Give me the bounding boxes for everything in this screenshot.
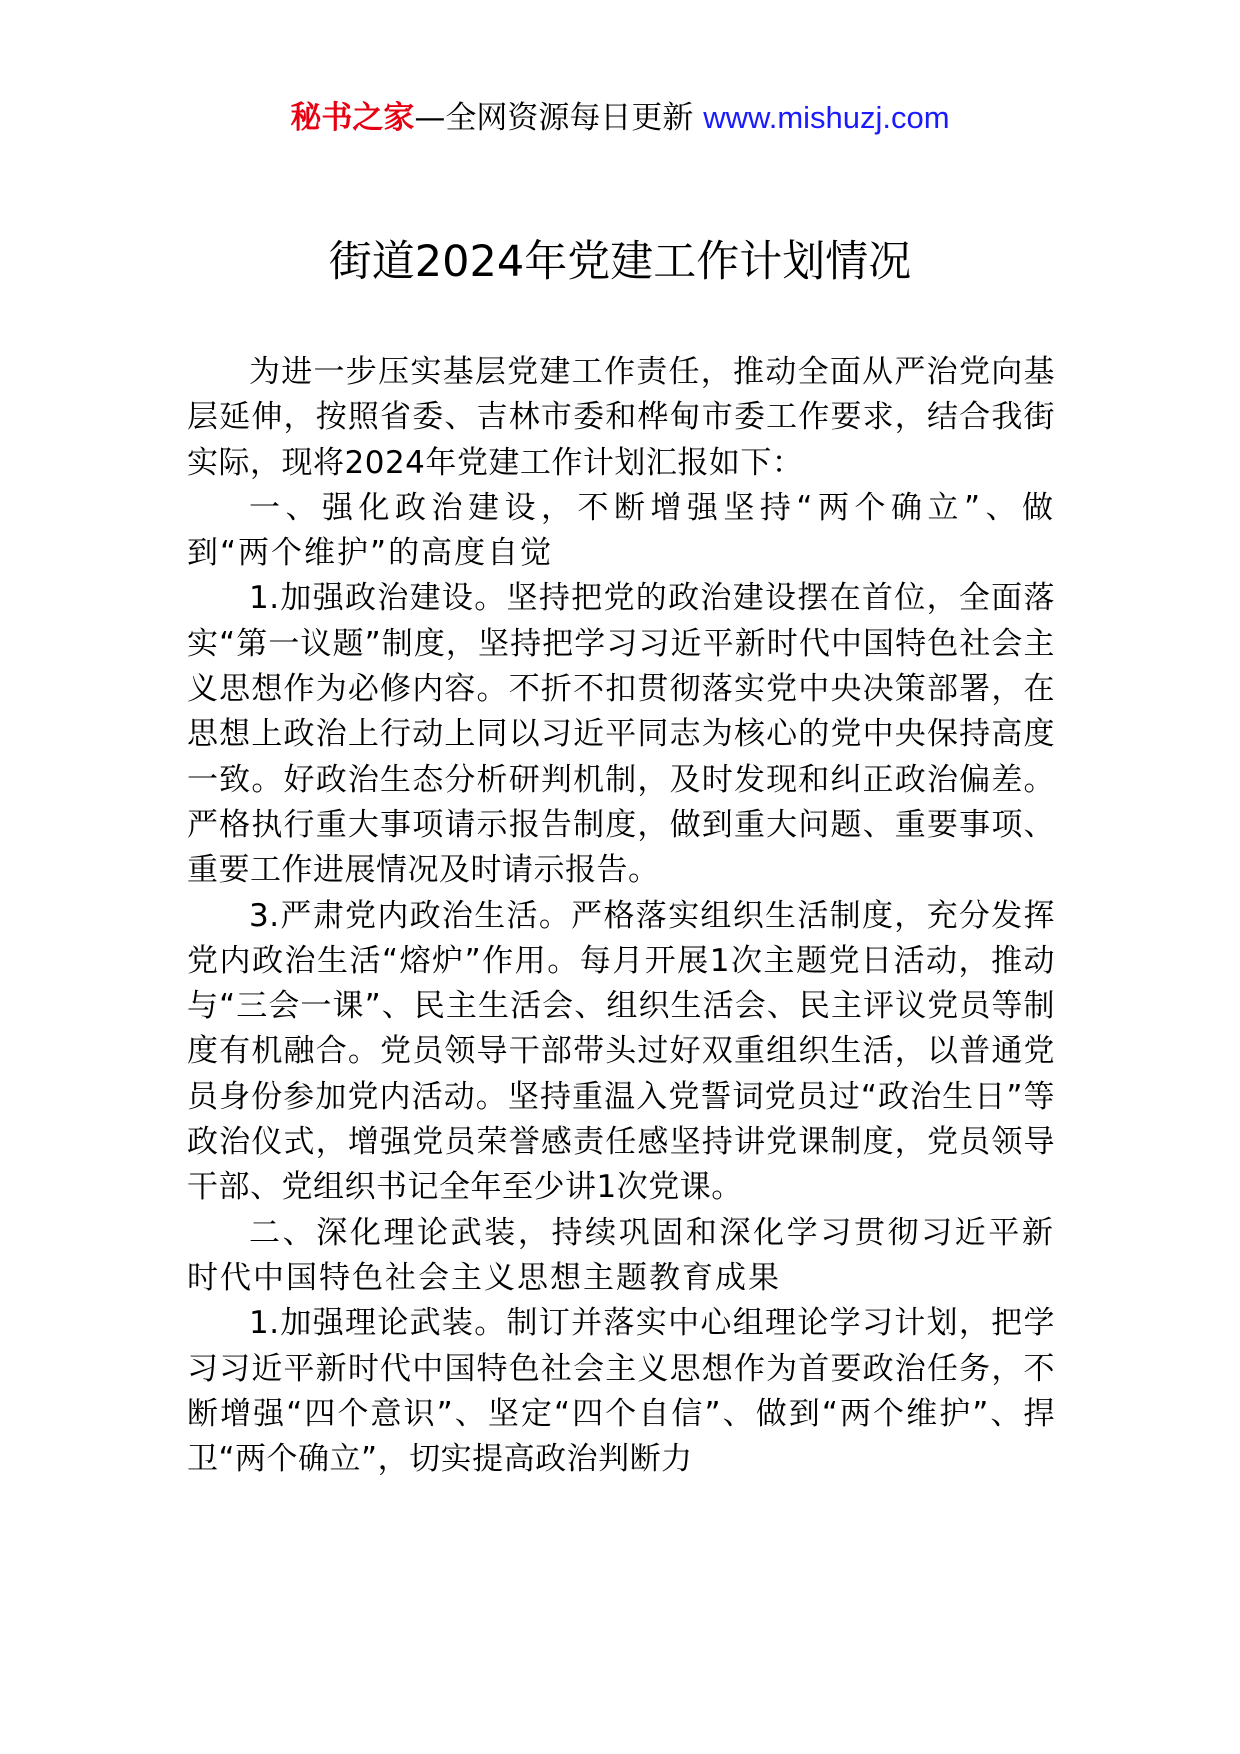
site-url-link[interactable]: www.mishuzj.com [703,100,950,135]
document-title: 街道2024年党建工作计划情况 [328,237,912,287]
section-heading-2: 二、深化理论武装，持续巩固和深化学习贯彻习近平新时代中国特色社会主义思想主题教育成果 [187,1214,1055,1296]
site-banner [0,98,1240,138]
site-slogan: —全网资源每日更新 [414,100,694,136]
site-name: 秘书之家 [290,100,415,136]
section-heading-1: 一、强化政治建设，不断增强坚持“两个确立”、做到“两个维护”的高度自觉 [187,489,1055,572]
paragraph-political-building: 1.加强政治建设。坚持把党的政治建设摆在首位，全面落实“第一议题”制度，坚持把学习习近平新时代中国特色社会主义思想作为必修内容。不折不扣贯彻落实党中央决策部署，在思想上政治上行动上同以习近平同志为核心的党中央保持高度一致。好政治生态分析研判机制，及时发现和纠正政治偏差。严格执行重大事项请示报告制度，做到重大问题、重要事项、重要工作进展情况及时请示报告。 [187,580,1055,889]
paragraph-party-life: 3.严肃党内政治生活。严格落实组织生活制度，充分发挥党内政治生活“熔炉”作用。每月开展1次主题党日活动，推动与“三会一课”、民主生活会、组织生活会、民主评议党员等制度有机融合。党员领导干部带头过好双重组织生活，以普通党员身份参加党内活动。坚持重温入党誓词党员过“政治生日”等政治仪式，增强党员荣誉感责任感坚持讲党课制度，党员领导干部、党组织书记全年至少讲1次党课。 [187,897,1055,1206]
intro-paragraph: 为进一步压实基层党建工作责任，推动全面从严治党向基层延伸，按照省委、吉林市委和桦甸市委工作要求，结合我街实际，现将2024年党建工作计划汇报如下： [187,354,1055,481]
paragraph-theory-study: 1.加强理论武装。制订并落实中心组理论学习计划，把学习习近平新时代中国特色社会主义思想作为首要政治任务，不断增强“四个意识”、坚定“四个自信”、做到“两个维护”、捍卫“两个确立”，切实提高政治判断力 [187,1305,1055,1478]
document-body [187,350,1055,1482]
